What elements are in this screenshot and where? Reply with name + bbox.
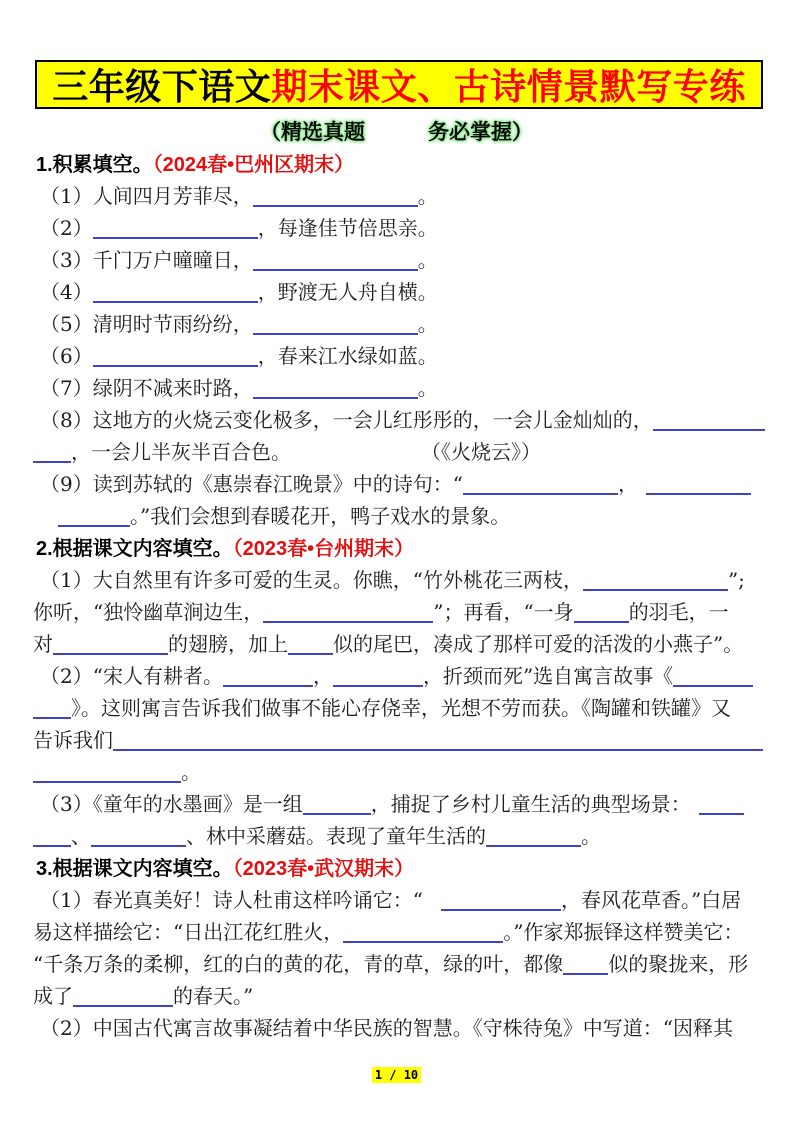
blank-underline xyxy=(463,473,618,495)
document-body xyxy=(33,148,793,1044)
text-run: （1）春光真美好！诗人杜甫这样吟诵它：“ xyxy=(40,888,423,912)
text-line xyxy=(33,564,793,596)
text-line xyxy=(33,788,793,820)
text-run: （6） xyxy=(40,344,93,368)
text-run: 的春天。” xyxy=(173,984,254,1008)
text-line xyxy=(33,436,793,468)
text-run: （5）清明时节雨纷纷， xyxy=(40,312,253,336)
text-run: 告诉我们 xyxy=(33,728,113,752)
text-line xyxy=(33,692,793,724)
text-run: 。 xyxy=(417,248,438,272)
text-run: ，春风花草香。”白居 xyxy=(560,888,742,912)
text-run: 。 xyxy=(417,312,438,336)
text-run: ，折颈而死”选自寓言故事《 xyxy=(422,664,674,688)
text-run: 的翅膀，加上 xyxy=(168,632,288,656)
spacer xyxy=(638,490,646,491)
text-run: 似的聚拢来，形 xyxy=(608,952,749,976)
blank-underline xyxy=(699,793,744,815)
section-header-text: 2.根据课文内容填空。 xyxy=(36,538,233,560)
blank-underline xyxy=(253,185,418,207)
text-line xyxy=(33,468,793,500)
section-header-text: 3.根据课文内容填空。 xyxy=(36,858,233,880)
blank-underline xyxy=(263,601,433,623)
text-run: （2） xyxy=(40,216,93,240)
text-line xyxy=(33,756,793,788)
text-run: （2）“宋人有耕者。 xyxy=(40,664,223,688)
text-run: （1）大自然里有许多可爱的生灵。你瞧，“竹外桃花三两枝， xyxy=(40,568,583,592)
blank-underline xyxy=(253,249,418,271)
blank-underline xyxy=(223,665,313,687)
text-run: 。 xyxy=(181,760,201,784)
blank-underline xyxy=(288,633,333,655)
blank-underline xyxy=(53,633,168,655)
text-line xyxy=(33,180,793,212)
spacer xyxy=(691,810,699,811)
text-run: （《火烧云》） xyxy=(421,440,541,464)
blank-underline xyxy=(673,665,753,687)
text-line xyxy=(33,244,793,276)
text-line xyxy=(33,308,793,340)
blank-underline xyxy=(343,921,503,943)
blank-underline xyxy=(33,825,71,847)
title-text-red: 期末课文、古诗情景默写专练 xyxy=(271,66,746,107)
text-run: 的羽毛，一 xyxy=(628,600,729,624)
text-line xyxy=(33,916,793,948)
section-header-text: （2024春•巴州区期末） xyxy=(152,154,355,176)
blank-underline xyxy=(486,825,581,847)
text-run: （9）读到苏轼的《惠崇春江晚景》中的诗句：“ xyxy=(40,472,463,496)
spacer xyxy=(423,906,441,907)
title-text-black: 三年级下语文 xyxy=(52,66,272,107)
text-run: 成了 xyxy=(33,984,73,1008)
text-run: 。 xyxy=(417,376,438,400)
section-1-header xyxy=(33,148,793,180)
blank-underline xyxy=(91,825,186,847)
text-line xyxy=(33,340,793,372)
text-run: 对 xyxy=(33,632,53,656)
page-number-badge: 1 / 10 xyxy=(372,1067,421,1083)
blank-underline xyxy=(563,953,608,975)
blank-underline xyxy=(93,281,258,303)
section-2-header xyxy=(33,532,793,564)
blank-underline xyxy=(33,441,71,463)
blank-underline xyxy=(33,697,71,719)
text-run: ，一会儿半灰半百合色。 xyxy=(71,440,291,464)
text-run: （3）《童年的水墨画》是一组 xyxy=(40,792,303,816)
text-line xyxy=(33,724,793,756)
text-run: “千条万条的柔柳，红的白的黄的花，青的草，绿的叶，都像 xyxy=(33,952,564,976)
text-run: ”；再看，“一身 xyxy=(433,600,574,624)
text-line xyxy=(33,212,793,244)
text-run: ， xyxy=(617,472,638,496)
blank-underline xyxy=(441,889,561,911)
text-run: （1）人间四月芳菲尽， xyxy=(40,184,253,208)
section-header-text: 1.积累填空。 xyxy=(36,154,153,176)
text-line xyxy=(33,500,793,532)
text-line xyxy=(33,404,793,436)
blank-underline xyxy=(93,217,258,239)
text-line xyxy=(33,980,793,1012)
blank-underline xyxy=(333,665,423,687)
blank-underline xyxy=(574,601,629,623)
spacer xyxy=(291,458,421,459)
text-run: ，每逢佳节倍思亲。 xyxy=(257,216,438,240)
text-run: 》。这则寓言告诉我们做事不能心存侥幸，光想不劳而获。《陶罐和铁罐》又 xyxy=(71,696,731,720)
text-run: （3）千门万户曈曈日， xyxy=(40,248,253,272)
text-run: （7）绿阴不减来时路， xyxy=(40,376,253,400)
blank-underline xyxy=(253,377,418,399)
text-line xyxy=(33,948,793,980)
text-line xyxy=(33,1012,793,1044)
blank-underline xyxy=(253,313,418,335)
section-header-text: （2023春•台州期末） xyxy=(232,538,415,560)
blank-underline xyxy=(646,473,751,495)
text-run: ，春来江水绿如蓝。 xyxy=(257,344,438,368)
blank-underline xyxy=(113,729,763,751)
blank-underline xyxy=(583,569,728,591)
blank-underline xyxy=(653,409,765,431)
text-run: 。 xyxy=(581,824,601,848)
text-run: ”; xyxy=(727,568,745,592)
text-run: （2）中国古代寓言故事凝结着中华民族的智慧。《守株待兔》中写道：“因释其 xyxy=(40,1016,733,1040)
text-run: ，捕捉了乡村儿童生活的典型场景： xyxy=(370,792,691,816)
text-run: 。”作家郑振铎这样赞美它： xyxy=(503,920,744,944)
text-run: 似的尾巴，凑成了那样可爱的活泼的小燕子”。 xyxy=(333,632,744,656)
text-run: 。 xyxy=(417,184,438,208)
text-run: ，野渡无人舟自横。 xyxy=(257,280,438,304)
text-run: 、林中采蘑菇。表现了童年生活的 xyxy=(186,824,486,848)
text-run: 你听，“独怜幽草涧边生， xyxy=(33,600,264,624)
text-line xyxy=(33,372,793,404)
blank-underline xyxy=(33,761,181,783)
section-3-header xyxy=(33,852,793,884)
blank-underline xyxy=(93,345,258,367)
text-line xyxy=(33,660,793,692)
blank-underline xyxy=(58,505,130,527)
text-run: 。”我们会想到春暖花开，鸭子戏水的景象。 xyxy=(130,504,511,528)
blank-underline xyxy=(73,985,173,1007)
subtitle: （精选真题 务必掌握） xyxy=(260,121,533,144)
section-header-text: （2023春•武汉期末） xyxy=(232,858,415,880)
text-run: 易这样描绘它：“日出江花红胜火， xyxy=(33,920,344,944)
text-line xyxy=(33,596,793,628)
text-line xyxy=(33,628,793,660)
text-run: 、 xyxy=(71,824,91,848)
blank-underline xyxy=(303,793,371,815)
page-footer xyxy=(0,1064,793,1083)
text-line xyxy=(33,820,793,852)
text-run: （4） xyxy=(40,280,93,304)
text-line xyxy=(33,276,793,308)
text-run: （8）这地方的火烧云变化极多，一会儿红彤彤的，一会儿金灿灿的， xyxy=(40,408,653,432)
text-line xyxy=(33,884,793,916)
title-banner xyxy=(35,60,763,109)
text-run: ， xyxy=(312,664,333,688)
